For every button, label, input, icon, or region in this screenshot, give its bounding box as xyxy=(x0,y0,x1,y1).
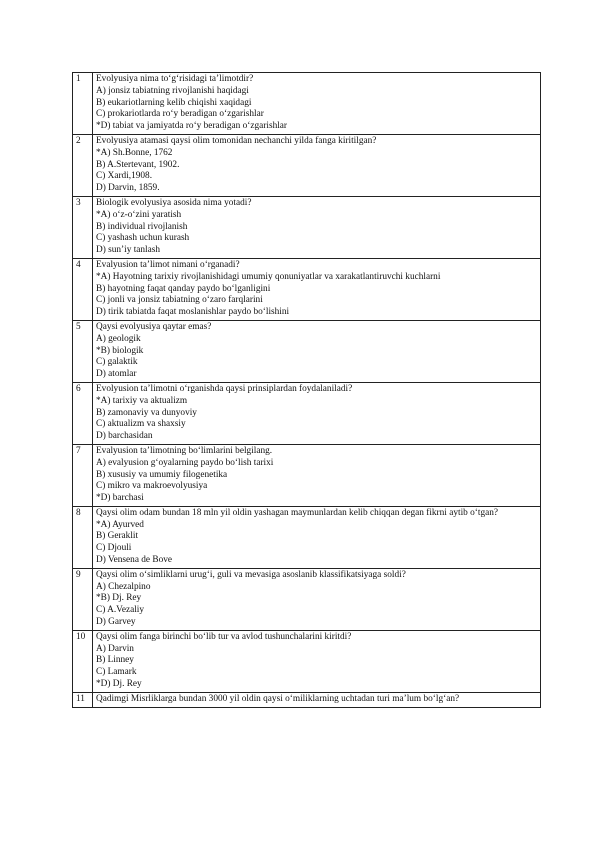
answer-option: C) Djouli xyxy=(96,543,132,554)
question-cell xyxy=(93,506,541,568)
answer-option: C) Xardi,1908. xyxy=(96,171,153,182)
answer-option: B) individual rivojlanish xyxy=(96,221,188,232)
question-text: Qaysi olim o‘simliklarni urug‘i, guli va mevasiga asoslanib klassifikatsiyaga soldi? xyxy=(96,569,406,580)
answer-option: B) xususiy va umumiy filogenetika xyxy=(96,469,228,480)
answer-option: A) jonsiz tabiatning rivojlanishi haqidagi xyxy=(96,85,249,96)
question-text: Evalyusion ta’limot nimani o‘rganadi? xyxy=(96,259,240,270)
question-cell xyxy=(93,258,541,320)
question-number: 2 xyxy=(73,134,93,196)
quiz-body xyxy=(73,73,541,708)
answer-option: *A) Ayurved xyxy=(96,519,144,530)
question-row xyxy=(73,630,541,692)
quiz-table xyxy=(72,72,541,708)
question-number: 5 xyxy=(73,320,93,382)
question-number: 4 xyxy=(73,258,93,320)
question-cell xyxy=(93,73,541,135)
question-text: Biologik evolyusiya asosida nima yotadi? xyxy=(96,197,252,208)
question-text: Evolyusion ta’limotni o‘rganishda qaysi prinsiplardan foydalaniladi? xyxy=(96,383,353,394)
question-row xyxy=(73,506,541,568)
answer-option: *B) Dj. Rey xyxy=(96,593,142,604)
question-cell xyxy=(93,568,541,630)
question-row xyxy=(73,692,541,707)
answer-option: *A) tarixiy va aktualizm xyxy=(96,395,188,406)
question-text: Evalyusion ta’limotning bo‘limlarini belgilang. xyxy=(96,445,273,456)
question-number: 6 xyxy=(73,382,93,444)
question-cell xyxy=(93,692,541,707)
answer-option: *D) tabiat va jamiyatda ro‘y beradigan o‘zgarishlar xyxy=(96,121,288,132)
question-row xyxy=(73,196,541,258)
question-number: 11 xyxy=(73,692,93,707)
answer-option: *D) Dj. Rey xyxy=(96,679,142,690)
answer-option: B) Geraklit xyxy=(96,531,139,542)
question-number: 8 xyxy=(73,506,93,568)
question-cell xyxy=(93,382,541,444)
question-cell xyxy=(93,134,541,196)
answer-option: D) barchasidan xyxy=(96,431,153,442)
question-number: 9 xyxy=(73,568,93,630)
answer-option: *D) barchasi xyxy=(96,493,144,504)
answer-option: B) eukariotlarning kelib chiqishi xaqidagi xyxy=(96,97,252,108)
question-cell xyxy=(93,196,541,258)
question-text: Qaysi olim fanga birinchi bo‘lib tur va avlod tushunchalarini kiritdi? xyxy=(96,631,352,642)
answer-option: C) prokariotlarda ro‘y beradigan o‘zgarishlar xyxy=(96,109,264,120)
answer-option: *A) Hayotning tarixiy rivojlanishidagi umumiy qonuniyatlar va xarakatlantiruvchi kuchlarni xyxy=(96,271,441,282)
question-row xyxy=(73,73,541,135)
question-text: Qaysi evolyusiya qaytar emas? xyxy=(96,321,212,332)
question-number: 3 xyxy=(73,196,93,258)
answer-option: B) zamonaviy va dunyoviy xyxy=(96,407,197,418)
answer-option: C) yashash uchun kurash xyxy=(96,233,190,244)
answer-option: D) Vensena de Bove xyxy=(96,555,172,566)
answer-option: C) mikro va makroevolyusiya xyxy=(96,481,208,492)
answer-option: D) atomlar xyxy=(96,369,137,380)
answer-option: *B) biologik xyxy=(96,345,144,356)
question-cell xyxy=(93,320,541,382)
question-cell xyxy=(93,444,541,506)
answer-option: C) aktualizm va shaxsiy xyxy=(96,419,186,430)
answer-option: D) sun’iy tanlash xyxy=(96,245,161,256)
question-text: Qadimgi Misrliklarga bundan 3000 yil oldin qaysi o‘miliklarning uchtadan turi ma’lum bo‘lg‘an? xyxy=(96,693,460,704)
answer-option: B) A.Stertevant, 1902. xyxy=(96,159,180,170)
question-text: Qaysi olim odam bundan 18 mln yil oldin yashagan maymunlardan kelib chiqqan degan fikrni aytib o‘tgan? xyxy=(96,507,498,518)
question-text: Evolyusiya atamasi qaysi olim tomonidan nechanchi yilda fanga kiritilgan? xyxy=(96,135,377,146)
question-cell xyxy=(93,630,541,692)
question-number: 10 xyxy=(73,630,93,692)
question-number: 7 xyxy=(73,444,93,506)
answer-option: A) Chezalpino xyxy=(96,581,151,592)
question-text: Evolyusiya nima to‘g‘risidagi ta’limotdir? xyxy=(96,74,254,84)
answer-option: A) evalyusion g‘oyalarning paydo bo‘lish tarixi xyxy=(96,457,274,468)
answer-option: B) Linney xyxy=(96,655,134,666)
answer-option: C) jonli va jonsiz tabiatning o‘zaro farqlarini xyxy=(96,295,263,306)
answer-option: D) tirik tabiatda faqat moslanishlar paydo bo‘lishini xyxy=(96,307,290,318)
answer-option: D) Darvin, 1859. xyxy=(96,183,160,194)
answer-option: C) A.Vezaliy xyxy=(96,605,145,616)
question-row xyxy=(73,258,541,320)
question-row xyxy=(73,444,541,506)
question-row xyxy=(73,382,541,444)
question-number: 1 xyxy=(73,73,93,135)
question-row xyxy=(73,568,541,630)
answer-option: C) Lamark xyxy=(96,667,137,678)
answer-option: D) Garvey xyxy=(96,617,136,628)
question-row xyxy=(73,134,541,196)
answer-option: A) geologik xyxy=(96,333,141,344)
answer-option: *A) Sh.Bonne, 1762 xyxy=(96,147,173,158)
answer-option: B) hayotning faqat qanday paydo bo‘lganligini xyxy=(96,283,271,294)
answer-option: C) galaktik xyxy=(96,357,138,368)
answer-option: A) Darvin xyxy=(96,643,134,654)
answer-option: *A) o‘z-o‘zini yaratish xyxy=(96,209,182,220)
question-row xyxy=(73,320,541,382)
